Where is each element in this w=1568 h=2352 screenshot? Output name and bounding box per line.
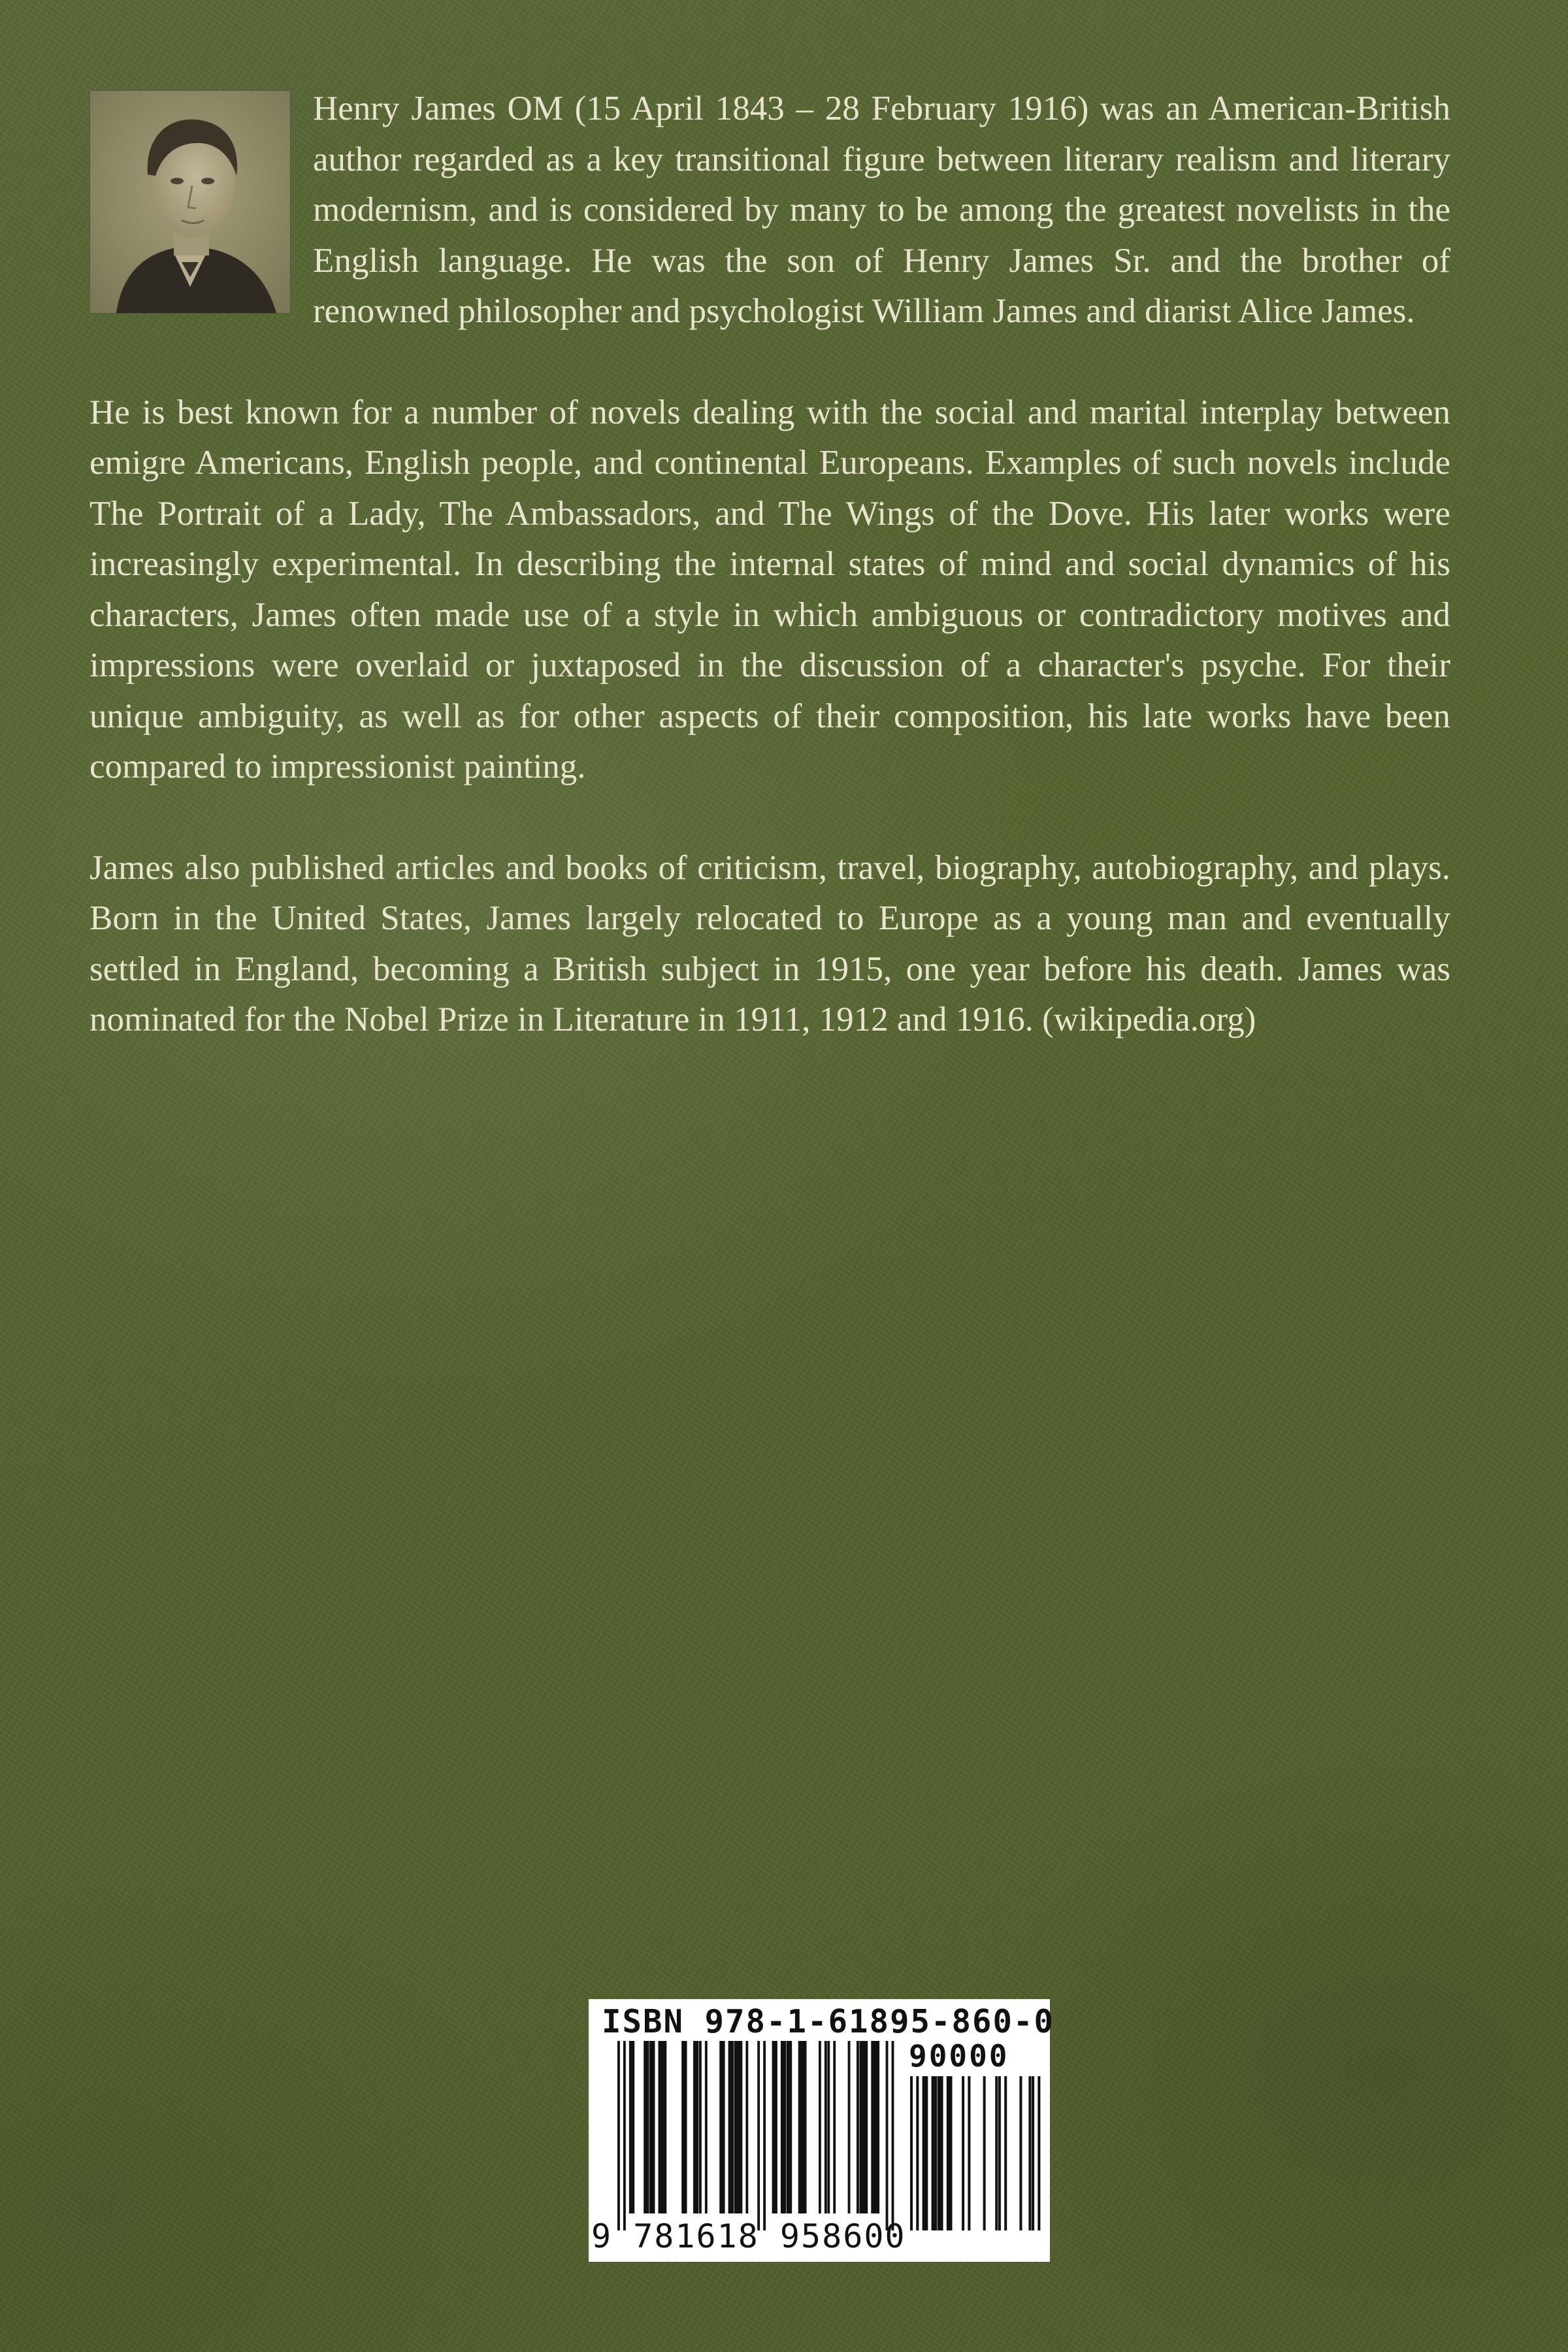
barcode-bar <box>734 2041 743 2213</box>
barcode-bar <box>1019 2076 1022 2230</box>
barcode-bar <box>947 2076 953 2230</box>
barcode-bar <box>798 2041 807 2213</box>
bio-paragraph-2: He is best known for a number of novels dealing with the social and marital interplay between emigre Americans, English people, and continental Europeans. Examples of such novels include The Portrait of a Lady, The Ambassadors, and The Wings of the Dove. His later works were increasingly experimental. In describing the internal states of mind and social dynamics of his characters, James often made use of a style in which ambiguous or contradictory motives and impressions were overlaid or juxtaposed in the discussion of a character's psyche. For their unique ambiguity, as well as for other aspects of their composition, his late works have been compared to impressionist painting. <box>90 393 1450 786</box>
barcode-bar <box>719 2041 725 2213</box>
guard-bar <box>916 2076 919 2230</box>
barcode-bar <box>857 2041 859 2213</box>
author-biography <box>90 84 1450 1096</box>
barcode-bar <box>681 2041 687 2213</box>
barcode-bar <box>938 2076 943 2230</box>
guard-bar <box>1032 2076 1034 2230</box>
guard-bar <box>962 2076 964 2230</box>
guard-bar <box>763 2041 766 2230</box>
barcode-bar <box>859 2041 868 2213</box>
barcode-bar <box>693 2041 698 2213</box>
barcode-bar <box>932 2076 938 2230</box>
isbn-label: ISBN 978-1-61895-860-0 <box>602 2003 1055 2040</box>
guard-bar <box>617 2041 620 2230</box>
guard-bar <box>892 2041 894 2230</box>
barcode-bar <box>848 2041 851 2213</box>
barcode-bar <box>998 2076 1001 2230</box>
barcode-bar <box>705 2041 708 2213</box>
price-addon-code: 90000 <box>909 2038 1009 2074</box>
barcode-bar <box>871 2041 879 2213</box>
barcode-bar <box>827 2041 830 2213</box>
barcode-bar <box>995 2076 998 2230</box>
barcode-bar <box>1004 2076 1007 2230</box>
barcode-bar <box>658 2041 666 2213</box>
barcode-bar <box>819 2041 821 2213</box>
barcode-bar <box>923 2076 928 2230</box>
author-portrait <box>90 90 291 314</box>
barcode-bar <box>629 2041 634 2213</box>
barcode-bar <box>825 2041 827 2213</box>
guard-bar <box>968 2076 970 2230</box>
barcode-bar <box>728 2041 734 2213</box>
barcode-bar <box>644 2041 649 2213</box>
guard-bar <box>910 2076 913 2230</box>
guard-bar <box>886 2041 889 2230</box>
barcode-bar <box>1028 2076 1031 2230</box>
bio-paragraph-1 <box>90 84 1450 337</box>
barcode-bar <box>787 2041 792 2213</box>
ean-digits: 9 781618 958600 <box>591 2217 906 2255</box>
barcode-bar <box>781 2041 786 2213</box>
barcode-bar <box>772 2041 777 2213</box>
ean13-bars <box>617 2041 894 2230</box>
bio-paragraph-1-text: Henry James OM (15 April 1843 – 28 February 1916) was an American-British author regarded as a key transitional figure between literary realism and literary modernism, and is considered by many to be among the greatest novelists in the English language. He was the son of Henry James Sr. and the brother of renowned philosopher and psychologist William James and diarist Alice James. <box>313 90 1450 330</box>
barcode-bar <box>745 2041 748 2213</box>
guard-bar <box>757 2041 760 2230</box>
barcode-bar <box>699 2041 702 2213</box>
isbn-barcode <box>589 1999 1055 2262</box>
barcode-bar <box>649 2041 655 2213</box>
guard-bar <box>1037 2076 1040 2230</box>
guard-bar <box>623 2041 626 2230</box>
bio-paragraph-3: James also published articles and books of criticism, travel, biography, autobiography, and plays. Born in the United States, James largely relocated to Europe as a young man and eventually settled in England, becoming a British subject in 1915, one year before his death. James was nominated for the Nobel Prize in Literature in 1911, 1912 and 1916. (wikipedia.org) <box>90 848 1450 1038</box>
addon-bars <box>910 2076 1041 2230</box>
barcode-bar <box>983 2076 986 2230</box>
barcode-bar <box>833 2041 836 2213</box>
